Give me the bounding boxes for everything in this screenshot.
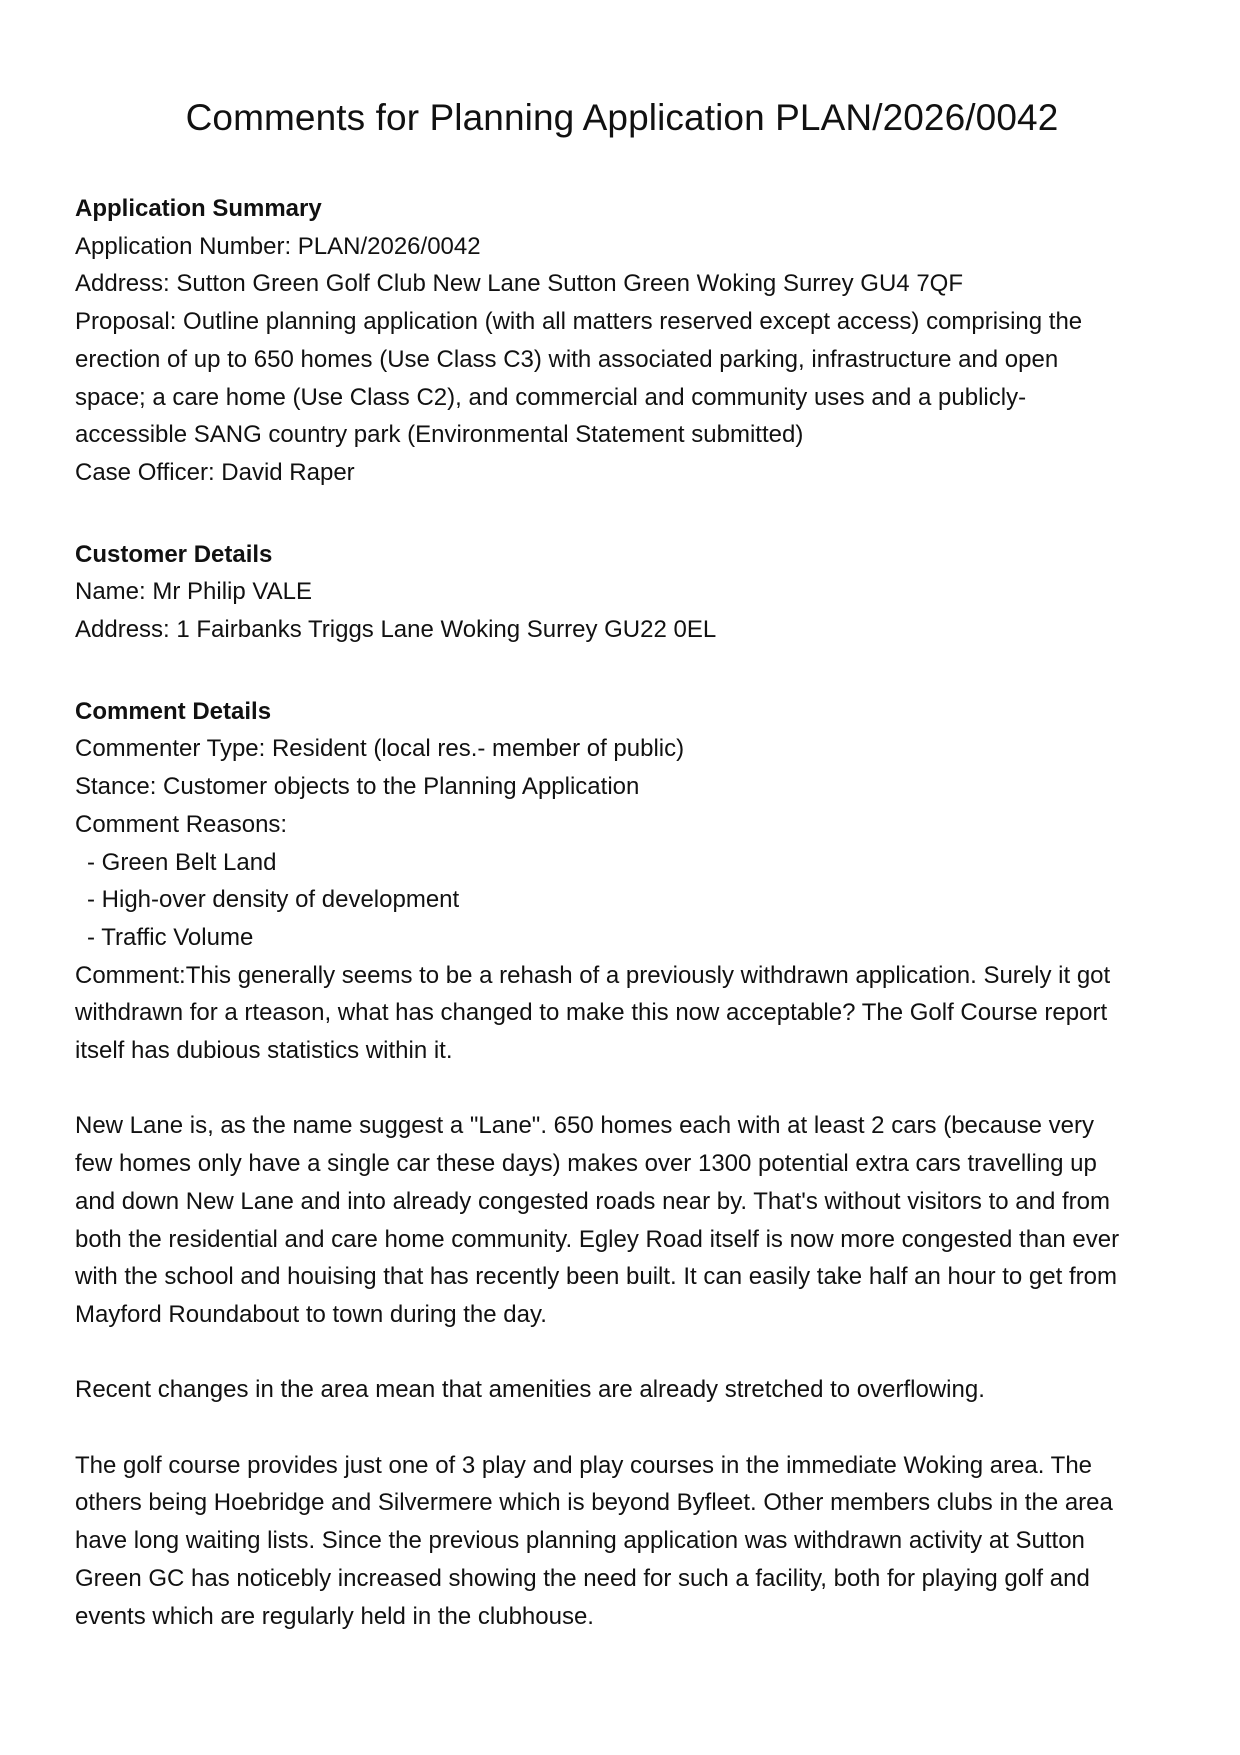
commenter-type: Commenter Type: Resident (local res.- member of public) bbox=[75, 735, 685, 763]
comment-line: with the school and houising that has recently been built. It can easily take half an hour to get from bbox=[75, 1263, 1117, 1291]
proposal-line-3: space; a care home (Use Class C2), and commercial and community uses and a publicly- bbox=[75, 383, 1027, 411]
comment-line: few homes only have a single car these days) makes over 1300 potential extra cars travelling up bbox=[75, 1150, 1097, 1178]
customer-name: Name: Mr Philip VALE bbox=[75, 578, 312, 606]
customer-address: Address: 1 Fairbanks Triggs Lane Woking Surrey GU22 0EL bbox=[75, 616, 717, 644]
page-title: Comments for Planning Application PLAN/2026/0042 bbox=[185, 97, 1059, 138]
site-address: Address: Sutton Green Golf Club New Lane Sutton Green Woking Surrey GU4 7QF bbox=[75, 270, 963, 298]
customer-details-section bbox=[75, 536, 1165, 649]
application-number: Application Number: PLAN/2026/0042 bbox=[75, 232, 481, 260]
comment-line: events which are regularly held in the clubhouse. bbox=[75, 1602, 594, 1630]
comment-line: Comment:This generally seems to be a rehash of a previously withdrawn application. Surely it got bbox=[75, 961, 1111, 989]
comment-line: have long waiting lists. Since the previous planning application was withdrawn activity at Sutton bbox=[75, 1527, 1085, 1555]
comment-line: Mayford Roundabout to town during the day. bbox=[75, 1300, 547, 1328]
comment-paragraph-2 bbox=[75, 1107, 1165, 1333]
customer-details-heading: Customer Details bbox=[75, 540, 273, 568]
case-officer: Case Officer: David Raper bbox=[75, 458, 355, 486]
comment-paragraph-4 bbox=[75, 1447, 1165, 1636]
comment-line: and down New Lane and into already congested roads near by. That's without visitors to and from bbox=[75, 1187, 1110, 1215]
proposal-line-4: accessible SANG country park (Environmental Statement submitted) bbox=[75, 421, 804, 449]
comment-line: others being Hoebridge and Silvermere which is beyond Byfleet. Other members clubs in the area bbox=[75, 1489, 1113, 1517]
comment-reasons-label: Comment Reasons: bbox=[75, 810, 288, 838]
comment-reason-item: - Green Belt Land bbox=[87, 848, 277, 876]
comment-details-heading: Comment Details bbox=[75, 697, 272, 725]
proposal-line-1: Proposal: Outline planning application (with all matters reserved except access) comprising the bbox=[75, 308, 1083, 336]
comment-reason-item: - High-over density of development bbox=[87, 886, 460, 914]
comment-paragraph-1 bbox=[75, 957, 1165, 1070]
application-summary-heading: Application Summary bbox=[75, 195, 322, 222]
application-summary-section bbox=[75, 190, 1165, 492]
comment-line: New Lane is, as the name suggest a "Lane". 650 homes each with at least 2 cars (because very bbox=[75, 1112, 1094, 1140]
comment-details-section bbox=[75, 693, 1165, 1636]
comment-reason-item: - Traffic Volume bbox=[87, 923, 254, 951]
stance: Stance: Customer objects to the Planning Application bbox=[75, 773, 640, 801]
comment-line: both the residential and care home community. Egley Road itself is now more congested than ever bbox=[75, 1225, 1120, 1253]
comment-paragraph-3 bbox=[75, 1371, 1165, 1409]
comment-line: withdrawn for a rteason, what has changed to make this now acceptable? The Golf Course report bbox=[75, 999, 1108, 1027]
comment-line: The golf course provides just one of 3 play and play courses in the immediate Woking area. The bbox=[75, 1451, 1093, 1479]
comment-line: Recent changes in the area mean that amenities are already stretched to overflowing. bbox=[75, 1376, 985, 1404]
proposal-line-2: erection of up to 650 homes (Use Class C3) with associated parking, infrastructure and open bbox=[75, 345, 1059, 373]
comment-line: itself has dubious statistics within it. bbox=[75, 1037, 453, 1065]
comment-line: Green GC has noticebly increased showing the need for such a facility, both for playing golf and bbox=[75, 1564, 1090, 1592]
